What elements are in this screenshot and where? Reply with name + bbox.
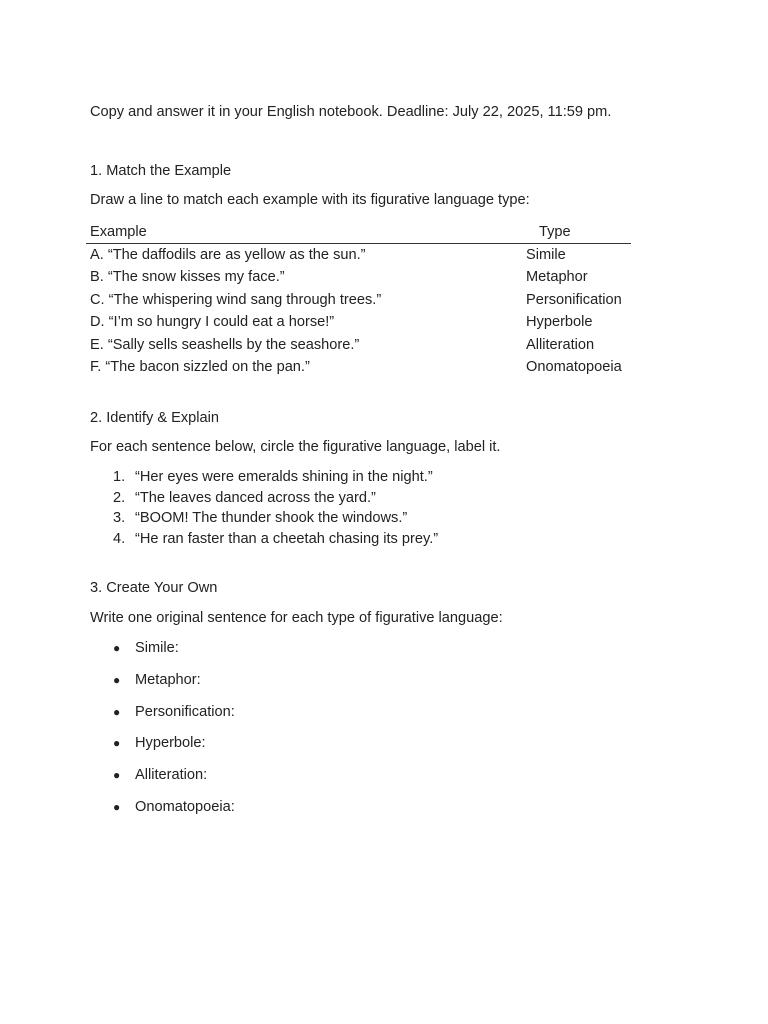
item-number: 2. [113, 489, 126, 506]
section-2-heading: 2. Identify & Explain [90, 410, 219, 426]
item-label: Personification: [135, 703, 235, 720]
match-row [86, 334, 631, 356]
example-column-header: Example [90, 224, 147, 240]
example-cell: E. “Sally sells seashells by the seashore.” [90, 336, 360, 353]
bullet-icon: ● [113, 672, 121, 687]
item-number: 3. [113, 510, 126, 526]
type-cell: Alliteration [526, 336, 595, 353]
section-1-heading: 1. Match the Example [90, 163, 232, 179]
match-row [86, 356, 631, 378]
match-table [86, 224, 631, 378]
section-3-intro: Write one original sentence for each type of figurative language: [90, 610, 503, 626]
example-cell: D. “I’m so hungry I could eat a horse!” [90, 314, 335, 331]
example-cell: F. “The bacon sizzled on the pan.” [90, 358, 310, 375]
type-cell: Personification [526, 291, 622, 308]
bullet-icon: ● [113, 641, 121, 655]
item-label: Onomatopoeia: [135, 798, 235, 815]
match-row [86, 311, 631, 333]
section-3-heading: 3. Create Your Own [90, 580, 218, 596]
match-table-header [86, 224, 631, 244]
item-label: Metaphor: [135, 671, 201, 688]
item-number: 1. [113, 469, 126, 485]
type-column-header: Type [539, 224, 571, 240]
match-row [86, 289, 631, 311]
bullet-icon: ● [113, 799, 121, 814]
item-text: “The leaves danced across the yard.” [135, 489, 376, 506]
item-text: “He ran faster than a cheetah chasing its prey.” [135, 530, 439, 547]
bullet-icon: ● [113, 768, 121, 783]
instructions-text: Copy and answer it in your English notebook. Deadline: July 22, 2025, 11:59 pm. [90, 104, 612, 120]
section-2-intro: For each sentence below, circle the figurative language, label it. [90, 439, 501, 455]
match-row [86, 266, 631, 288]
match-row [86, 244, 631, 266]
example-cell: A. “The daffodils are as yellow as the sun.” [90, 247, 366, 263]
section-1-intro: Draw a line to match each example with its figurative language type: [90, 192, 530, 208]
example-cell: B. “The snow kisses my face.” [90, 269, 285, 286]
bullet-icon: ● [113, 704, 121, 719]
item-label: Hyperbole: [135, 735, 206, 752]
item-number: 4. [113, 530, 126, 547]
type-cell: Simile [526, 247, 566, 263]
item-text: “BOOM! The thunder shook the windows.” [135, 510, 408, 526]
type-cell: Onomatopoeia [526, 358, 622, 375]
item-label: Simile: [135, 640, 179, 656]
item-text: “Her eyes were emeralds shining in the night.” [135, 469, 433, 485]
type-cell: Metaphor [526, 269, 588, 286]
bullet-icon: ● [113, 736, 121, 751]
item-label: Alliteration: [135, 767, 208, 784]
type-cell: Hyperbole [526, 314, 593, 331]
example-cell: C. “The whispering wind sang through trees.” [90, 291, 382, 308]
